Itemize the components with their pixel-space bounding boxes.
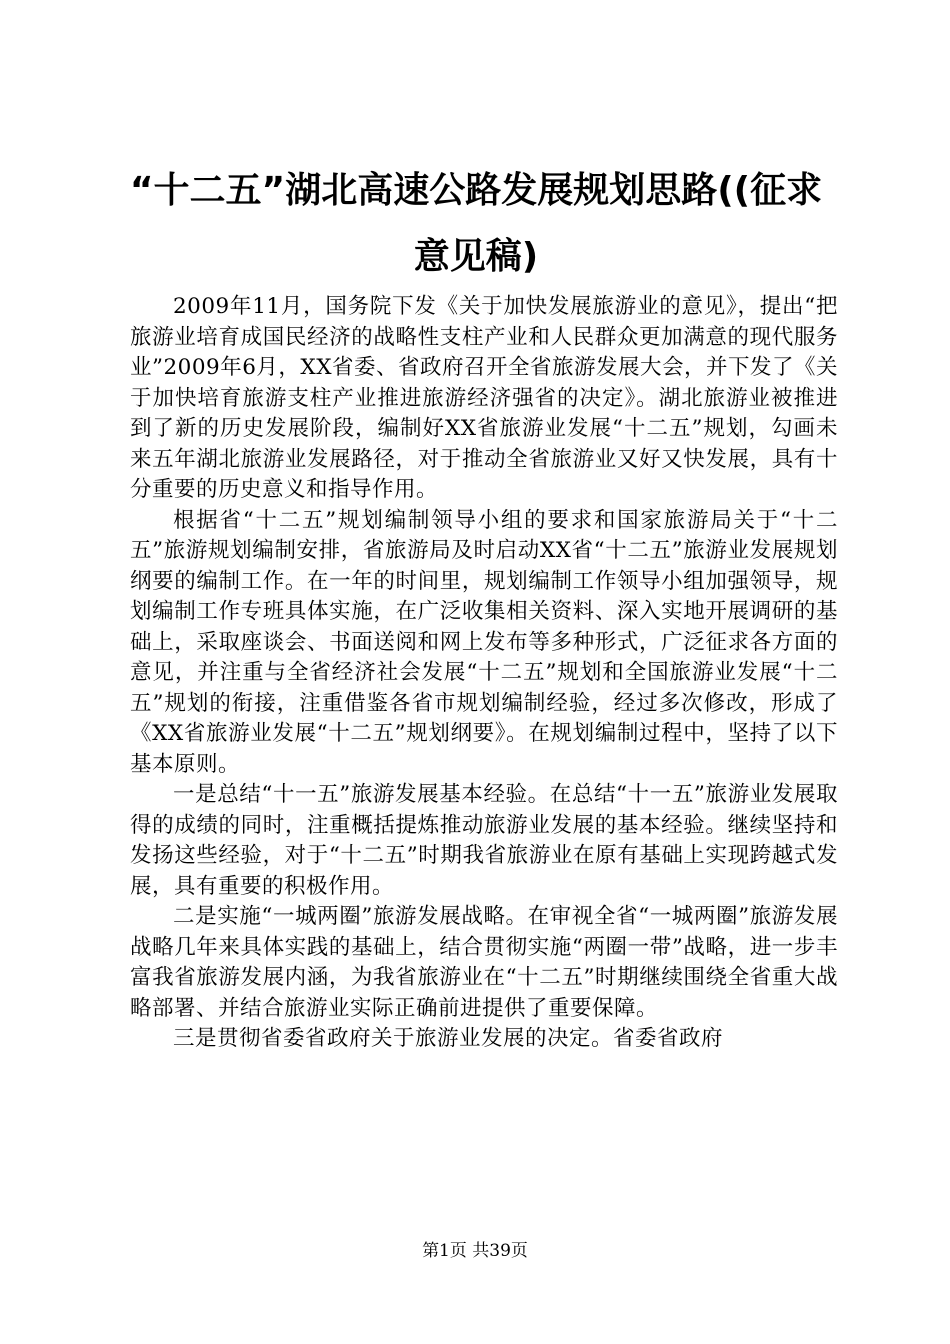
paragraph-2: 根据省“十二五”规划编制领导小组的要求和国家旅游局关于“十二五”旅游规划编制安排，省旅游局及时启动XX省“十二五”旅游业发展规划纲要的编制工作。在一年的时间里，规划编制工作领导小组加强领导，规划编制工作专班具体实施，在广泛收集相关资料、深入实地开展调研的基础上，采取座谈会、书面送阅和网上发布等多种形式，广泛征求各方面的意见，并注重与全省经济社会发展“十二五”规划和全国旅游业发展“十二五”规划的衔接，注重借鉴各省市规划编制经验，经过多次修改，形成了《XX省旅游业发展“十二五”规划纲要》。在规划编制过程中，坚持了以下基本原则。 xyxy=(130,507,838,777)
document-title xyxy=(120,158,832,290)
paragraph-1: 2009年11月，国务院下发《关于加快发展旅游业的意见》，提出“把旅游业培育成国民经济的战略性支柱产业和人民群众更加满意的现代服务业”2009年6月，XX省委、省政府召开全省旅游发展大会，并下发了《关于加快培育旅游支柱产业推进旅游经济强省的决定》。湖北旅游业被推进到了新的历史发展阶段，编制好XX省旅游业发展“十二五”规划，勾画未来五年湖北旅游业发展路径，对于推动全省旅游业又好又快发展，具有十分重要的历史意义和指导作用。 xyxy=(130,294,839,502)
paragraph-4: 二是实施“一城两圈”旅游发展战略。在审视全省“一城两圈”旅游发展战略几年来具体实践的基础上，结合贯彻实施“两圈一带”战略，进一步丰富我省旅游发展内涵，为我省旅游业在“十二五”时期继续围绕全省重大战略部署、并结合旅游业实际正确前进提供了重要保障。 xyxy=(130,904,838,1021)
paragraph-5: 三是贯彻省委省政府关于旅游业发展的决定。省委省政府 xyxy=(173,1026,724,1051)
page-number-footer: 第1页 共39页 xyxy=(422,1241,528,1261)
title-line-2: 意见稿) xyxy=(413,236,539,277)
document-body xyxy=(130,292,838,1055)
paragraph-3: 一是总结“十一五”旅游发展基本经验。在总结“十一五”旅游业发展取得的成绩的同时，注重概括提炼推动旅游业发展的基本经验。继续坚持和发扬这些经验，对于“十二五”时期我省旅游业在原有基础上实现跨越式发展，具有重要的积极作用。 xyxy=(130,782,838,899)
title-line-1: “十二五”湖北高速公路发展规划思路((征求 xyxy=(129,170,823,211)
